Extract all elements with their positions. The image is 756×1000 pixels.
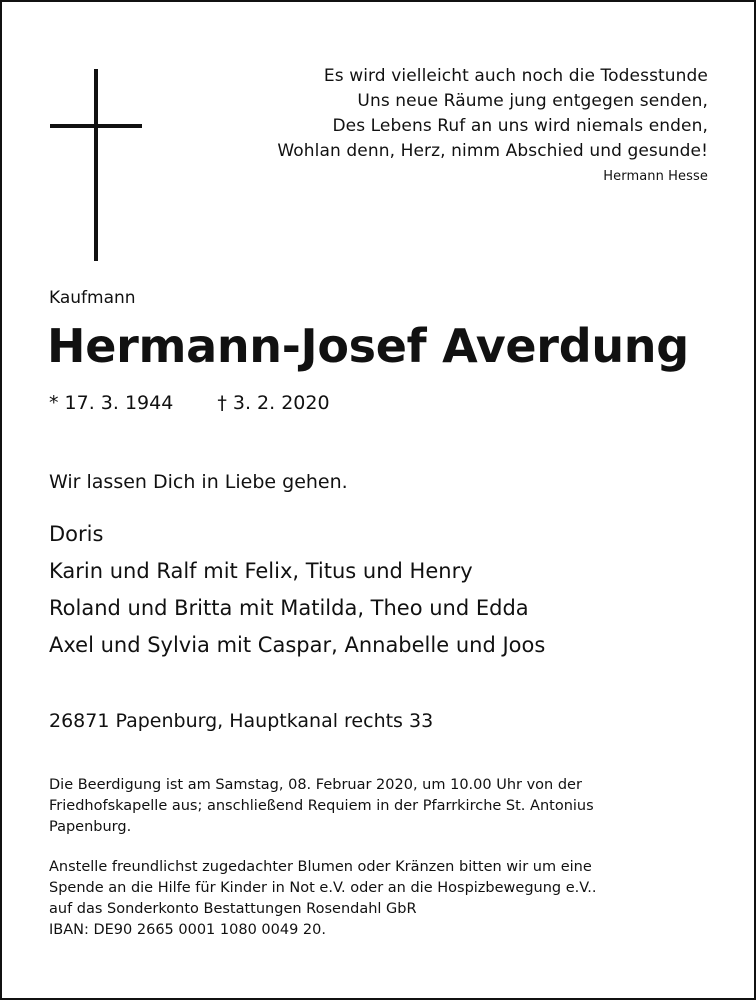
occupation-label: Kaufmann xyxy=(49,288,136,308)
mourner-entry: Roland und Britta mit Matilda, Theo und Edda xyxy=(49,596,529,620)
farewell-text: Wir lassen Dich in Liebe gehen. xyxy=(49,471,348,493)
funeral-info-line: Papenburg. xyxy=(49,819,132,835)
cross-vertical-bar xyxy=(94,69,98,261)
deceased-name: Hermann-Josef Averdung xyxy=(47,319,689,373)
poem-quote xyxy=(228,64,708,186)
poem-line: Uns neue Räume jung entgegen senden, xyxy=(357,91,708,111)
donation-info-line: auf das Sonderkonto Bestattungen Rosendahl GbR xyxy=(49,901,417,917)
donation-info xyxy=(49,857,713,941)
cross-icon xyxy=(50,69,142,261)
death-date: † 3. 2. 2020 xyxy=(217,392,330,414)
mourner-entry: Doris xyxy=(49,522,104,546)
mourner-entry: Axel und Sylvia mit Caspar, Annabelle und Joos xyxy=(49,633,546,657)
donation-info-line: IBAN: DE90 2665 0001 1080 0049 20. xyxy=(49,922,326,938)
life-dates xyxy=(49,391,330,415)
funeral-info xyxy=(49,775,713,838)
funeral-info-line: Friedhofskapelle aus; anschließend Requiem in der Pfarrkirche St. Antonius xyxy=(49,798,594,814)
donation-info-line: Anstelle freundlichst zugedachter Blumen oder Kränzen bitten wir um eine xyxy=(49,859,592,875)
family-address: 26871 Papenburg, Hauptkanal rechts 33 xyxy=(49,710,434,732)
poem-line: Des Lebens Ruf an uns wird niemals enden, xyxy=(332,116,708,136)
birth-date: * 17. 3. 1944 xyxy=(49,392,174,414)
poem-line: Wohlan denn, Herz, nimm Abschied und gesunde! xyxy=(277,141,708,161)
mourner-entry: Karin und Ralf mit Felix, Titus und Henry xyxy=(49,559,473,583)
poem-author: Hermann Hesse xyxy=(603,169,708,184)
mourners-list xyxy=(49,516,545,664)
donation-info-line: Spende an die Hilfe für Kinder in Not e.V. oder an die Hospizbewegung e.V.. xyxy=(49,880,597,896)
poem-line: Es wird vielleicht auch noch die Todesstunde xyxy=(323,66,708,86)
cross-horizontal-bar xyxy=(50,124,142,128)
funeral-info-line: Die Beerdigung ist am Samstag, 08. Februar 2020, um 10.00 Uhr von der xyxy=(49,777,582,793)
